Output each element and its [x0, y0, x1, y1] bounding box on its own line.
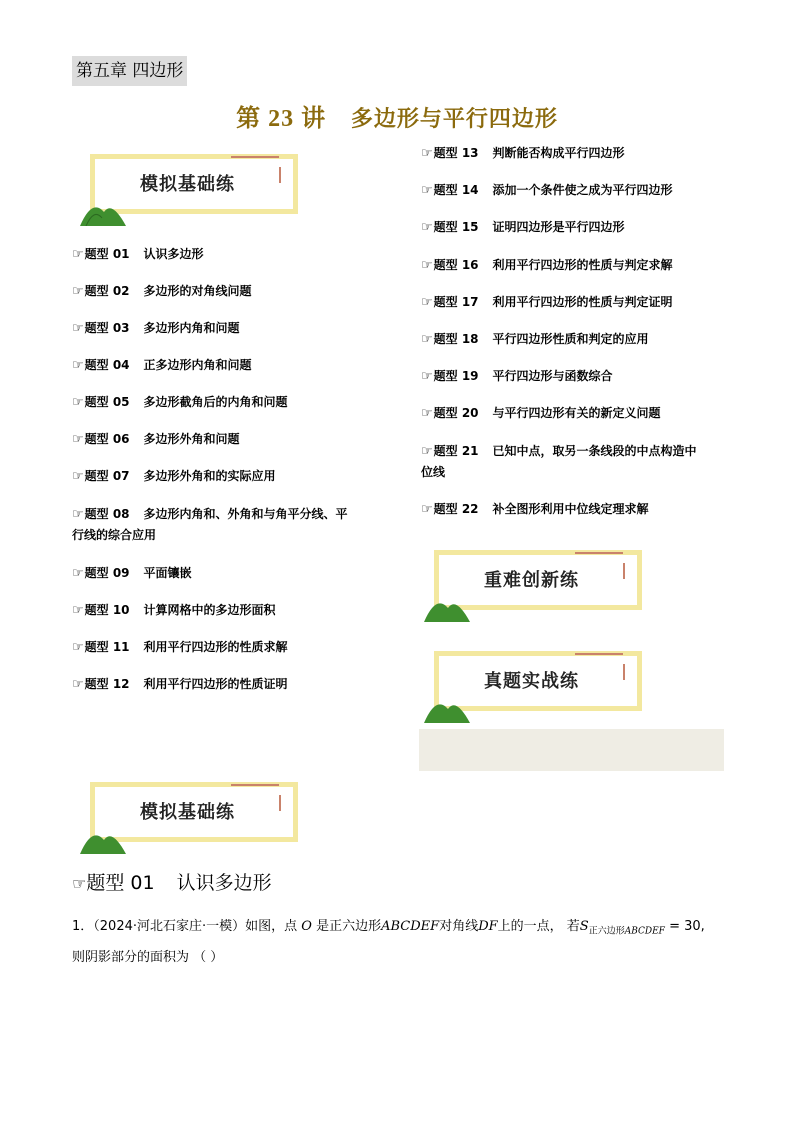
toc-item[interactable] — [421, 366, 731, 387]
section-text: 认识多边形 — [176, 872, 272, 894]
toc-text: 补全图形利用中位线定理求解 — [492, 502, 649, 516]
toc-code: 题型 06 — [84, 432, 130, 446]
pointing-hand-icon: ☞ — [421, 295, 433, 310]
toc-text: 正多边形内角和问题 — [143, 358, 252, 372]
toc-item[interactable] — [421, 143, 731, 164]
pointing-hand-icon: ☞ — [421, 369, 433, 384]
toc-text: 多边形外角和问题 — [143, 432, 240, 446]
banner-basic — [80, 146, 295, 226]
toc-text: 多边形截角后的内角和问题 — [143, 395, 288, 409]
banner-hard-label: 重难创新练 — [484, 570, 579, 591]
toc-item[interactable] — [72, 355, 382, 376]
question-source: （2024·河北石家庄·一模） — [93, 919, 246, 934]
pointing-hand-icon: ☞ — [72, 566, 84, 581]
toc-item[interactable] — [72, 504, 382, 545]
pointing-hand-icon: ☞ — [72, 603, 84, 618]
toc-text: 多边形外角和的实际应用 — [143, 469, 276, 483]
pointing-hand-icon: ☞ — [72, 321, 84, 336]
pointing-hand-icon: ☞ — [72, 874, 87, 893]
toc-text: 多边形内角和问题 — [143, 321, 240, 335]
question-line-2: 则阴影部分的面积为 （ ） — [72, 949, 224, 965]
toc-code: 题型 21 — [433, 444, 479, 458]
toc-text: 利用平行四边形的性质证明 — [143, 677, 288, 691]
lecture-number: 第 23 讲 — [236, 106, 327, 132]
toc-code: 题型 05 — [84, 395, 130, 409]
pointing-hand-icon: ☞ — [72, 640, 84, 655]
toc-item[interactable] — [72, 466, 382, 487]
pointing-hand-icon: ☞ — [72, 395, 84, 410]
toc-code: 题型 12 — [84, 677, 130, 691]
toc-item[interactable] — [421, 255, 731, 276]
toc-code: 题型 10 — [84, 603, 130, 617]
toc-text: 与平行四边形有关的新定义问题 — [492, 406, 661, 420]
banner-real — [424, 643, 639, 723]
toc-code: 题型 11 — [84, 640, 130, 654]
toc-text: 利用平行四边形的性质与判定证明 — [492, 295, 673, 309]
toc-code: 题型 07 — [84, 469, 130, 483]
banner-real-label: 真题实战练 — [484, 671, 579, 692]
toc-code: 题型 16 — [433, 258, 479, 272]
toc-item[interactable] — [72, 600, 382, 621]
toc-code: 题型 20 — [433, 406, 479, 420]
pointing-hand-icon: ☞ — [421, 332, 433, 347]
toc-code: 题型 08 — [84, 507, 130, 521]
pointing-hand-icon: ☞ — [421, 146, 433, 161]
toc-item[interactable] — [421, 329, 731, 350]
section-title — [72, 868, 272, 895]
toc-text: 多边形的对角线问题 — [143, 284, 252, 298]
toc-item[interactable] — [72, 318, 382, 339]
toc-code: 题型 02 — [84, 284, 130, 298]
green-hill-icon — [424, 592, 472, 622]
pointing-hand-icon: ☞ — [72, 507, 84, 522]
banner-basic-2-label: 模拟基础练 — [140, 802, 235, 823]
toc-text: 利用平行四边形的性质与判定求解 — [492, 258, 673, 272]
toc-item[interactable] — [421, 403, 731, 424]
toc-text: 平面镶嵌 — [143, 566, 192, 580]
toc-item[interactable] — [72, 429, 382, 450]
toc-text: 计算网格中的多边形面积 — [143, 603, 276, 617]
toc-code: 题型 09 — [84, 566, 130, 580]
toc-item[interactable] — [421, 292, 731, 313]
green-hill-icon — [80, 824, 128, 854]
pointing-hand-icon: ☞ — [421, 502, 433, 517]
section-code: 题型 01 — [86, 872, 155, 894]
green-hill-icon — [80, 196, 128, 226]
toc-text: 添加一个条件使之成为平行四边形 — [492, 183, 673, 197]
toc-item[interactable] — [72, 637, 382, 658]
toc-text: 认识多边形 — [143, 247, 204, 261]
toc-text-continued: 行线的综合应用 — [72, 528, 157, 542]
toc-code: 题型 17 — [433, 295, 479, 309]
toc-code: 题型 15 — [433, 220, 479, 234]
banner-basic-label: 模拟基础练 — [140, 174, 235, 195]
banner-basic-2 — [80, 774, 295, 854]
toc-item[interactable] — [421, 499, 731, 520]
green-hill-icon — [424, 693, 472, 723]
page-title — [0, 98, 794, 133]
pointing-hand-icon: ☞ — [72, 358, 84, 373]
toc-code: 题型 19 — [433, 369, 479, 383]
toc-text: 已知中点，取另一条线段的中点构造中 — [492, 444, 697, 458]
pointing-hand-icon: ☞ — [421, 444, 433, 459]
toc-text-continued: 位线 — [421, 465, 446, 479]
toc-text: 平行四边形与函数综合 — [492, 369, 613, 383]
toc-item[interactable] — [421, 217, 731, 238]
toc-code: 题型 13 — [433, 146, 479, 160]
toc-item[interactable] — [421, 441, 731, 482]
toc-item[interactable] — [421, 180, 731, 201]
pointing-hand-icon: ☞ — [72, 247, 84, 262]
pointing-hand-icon: ☞ — [72, 284, 84, 299]
pointing-hand-icon: ☞ — [72, 469, 84, 484]
toc-text: 多边形内角和、外角和与角平分线、平 — [143, 507, 348, 521]
pointing-hand-icon: ☞ — [421, 183, 433, 198]
chapter-label: 第五章 四边形 — [72, 56, 187, 86]
toc-text: 平行四边形性质和判定的应用 — [492, 332, 649, 346]
toc-text: 证明四边形是平行四边形 — [492, 220, 625, 234]
toc-code: 题型 01 — [84, 247, 130, 261]
toc-code: 题型 04 — [84, 358, 130, 372]
toc-item[interactable] — [72, 281, 382, 302]
lecture-title: 多边形与平行四边形 — [350, 106, 558, 132]
toc-code: 题型 18 — [433, 332, 479, 346]
pointing-hand-icon: ☞ — [421, 220, 433, 235]
gray-box — [419, 729, 724, 771]
pointing-hand-icon: ☞ — [421, 406, 433, 421]
toc-item[interactable] — [72, 244, 382, 265]
toc-text: 判断能否构成平行四边形 — [492, 146, 625, 160]
pointing-hand-icon: ☞ — [72, 677, 84, 692]
toc-item[interactable] — [72, 392, 382, 413]
pointing-hand-icon: ☞ — [421, 258, 433, 273]
toc-text: 利用平行四边形的性质求解 — [143, 640, 288, 654]
toc-item[interactable] — [72, 674, 382, 695]
question-1: 1．（2024·河北石家庄·一模）如图，点 O 是正六边形ABCDEF对角线DF上的一点， 若$S_{正六边形ABCDEF} = 30$, 则阴影部分的面积为 （ ） — [72, 919, 705, 965]
toc-code: 题型 14 — [433, 183, 479, 197]
banner-hard — [424, 542, 639, 622]
toc-item[interactable] — [72, 563, 382, 584]
pointing-hand-icon: ☞ — [72, 432, 84, 447]
toc-code: 题型 03 — [84, 321, 130, 335]
toc-code: 题型 22 — [433, 502, 479, 516]
